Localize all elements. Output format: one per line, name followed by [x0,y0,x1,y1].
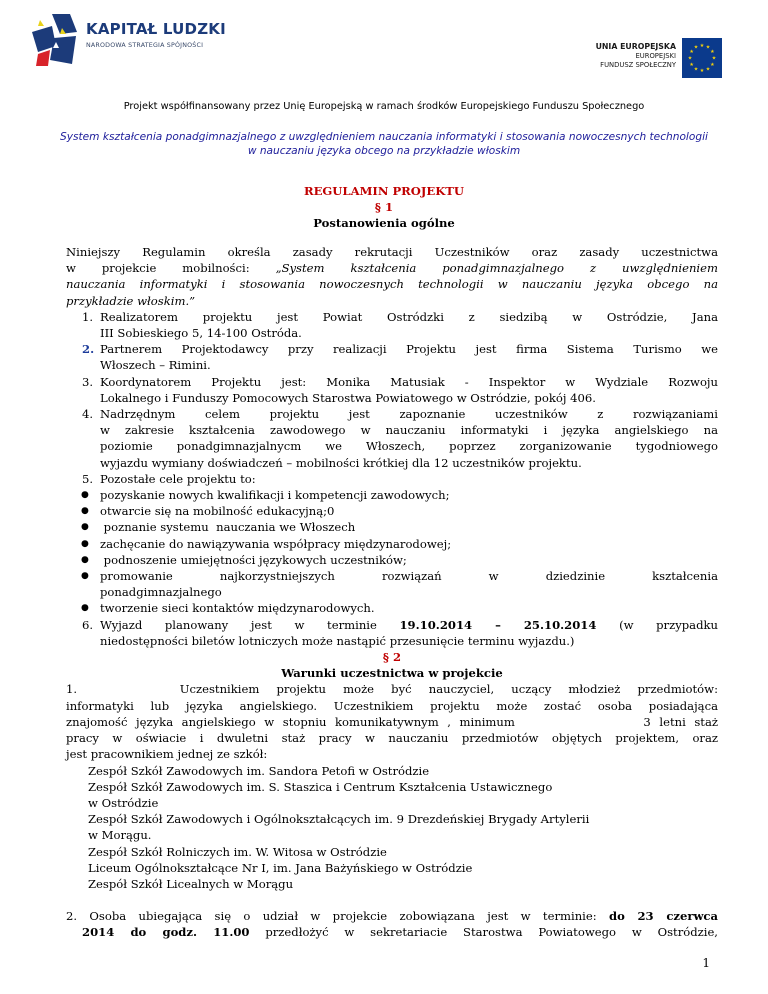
deadline-time: 2014 do godz. 11.00 [82,925,250,940]
trip-text-end: (w przypadku [596,617,719,632]
svg-text:★: ★ [710,62,715,68]
school-line: Zespół Szkół Zawodowych i Ogólnokształcących im. 9 Drezdeńskiej Brygady Artylerii [88,812,590,827]
school-line: Liceum Ogólnokształcące Nr I, im. Jana Bażyńskiego w Ostródzie [88,860,473,875]
list-item-number: 1. [82,309,94,324]
bullet-item [66,536,718,552]
svg-text:★: ★ [687,55,693,62]
trip-text: Wyjazd planowany jest w terminie [100,617,400,632]
bullet-item [66,600,718,616]
school-line: Zespół Szkół Rolniczych im. W. Witosa w Ostródzie [88,844,387,859]
list-item-number: 3. [82,374,94,389]
list-item-number: 6. [82,617,94,632]
bullet-icon: ● [81,490,89,501]
kapital-ludzki-logo [30,12,226,70]
bullet-icon: ● [81,522,89,533]
section-2-para-line: jest pracownikiem jednej ze szkół: [66,747,268,762]
list-item-line: poziomie ponadgimnazjalnycm we Włoszech, poprzez zorganizowanie tygodniowego [100,439,718,454]
kapital-ludzki-emblem-icon [30,12,80,68]
bullet-item [66,519,718,535]
deadline-text: 2. Osoba ubiegająca się o udział w projekcie zobowiązana jest w terminie: [66,909,609,924]
eu-flag-icon [682,38,722,78]
section-2-item-2-line-2 [66,924,718,940]
bullet-item [66,487,718,503]
deadline-place: przedłożyć w sekretariacie Starostwa Powiatowego w Ostródzie, [249,925,718,940]
eu-logo [584,38,724,82]
list-item-line: Pozostałe cele projektu to: [100,471,256,486]
school-line: Zespół Szkół Zawodowych im. Sandora Petofi w Ostródzie [88,763,430,778]
kapital-ludzki-subtitle: NARODOWA STRATEGIA SPÓJNOŚCI [86,42,204,49]
bullet-icon: ● [81,506,89,517]
list-item-4 [66,406,718,471]
list-item-line: niedostępności biletów lotniczych może nastąpić przesunięcie terminu wyjazdu.) [100,633,575,648]
list-item-number: 5. [82,471,94,486]
bullet-text-continuation: ponadgimnazjalnego [100,585,222,600]
list-item-6 [66,617,718,649]
bullet-text: poznanie systemu nauczania we Włoszech [100,520,356,535]
eu-logo-line3: FUNDUSZ SPOŁECZNY [600,61,676,69]
page-number: 1 [702,956,710,970]
svg-text:★: ★ [711,55,717,62]
svg-text:★: ★ [710,49,715,55]
list-item-line: III Sobieskiego 5, 14-100 Ostróda. [100,326,302,341]
bullet-item [66,568,718,600]
intro-line-2 [66,260,718,276]
section-2-para-line: 1. Uczestnikiem projektu może być nauczyciel, uczący młodzież przedmiotów: [66,682,718,697]
bullet-text: otwarcie się na mobilność edukacyjną;0 [100,504,335,519]
eu-logo-text [584,42,676,70]
bullet-icon: ● [81,554,89,565]
section-2-mark: § 2 [382,650,402,665]
section-2-item-2-line-1 [66,908,718,924]
section-1-title: Postanowienia ogólne [313,216,455,230]
deadline-date: do 23 czerwca [608,909,718,924]
school-list [66,763,718,893]
svg-text:★: ★ [689,49,694,55]
list-item-1 [66,309,718,341]
bullet-icon: ● [81,603,89,614]
intro-project-name: „System kształcenia ponadgimnazjalnego z uwzględnieniem [275,261,718,276]
svg-text:★: ★ [699,68,705,74]
list-item-line: wyjazdu wymiany doświadczeń – mobilności krótkiej dla 12 uczestników projektu. [100,455,582,470]
svg-text:★: ★ [693,44,699,51]
document-title: REGULAMIN PROJEKTU [303,184,465,198]
section-1-mark: § 1 [374,200,394,214]
svg-text:★: ★ [699,43,705,49]
intro-line-1: Niniejszy Regulamin określa zasady rekrutacji Uczestników oraz zasady uczestnictwa [66,245,718,259]
intro-line-4: przykładzie włoskim.” [66,293,196,308]
trip-dates: 19.10.2014 – 25.10.2014 [399,617,597,632]
bullet-text: podnoszenie umiejętności językowych uczestników; [100,552,407,567]
intro-line-3: nauczania informatyki i stosowania nowoczesnych technologii w nauczaniu języka obcego na [66,277,718,292]
school-line: w Ostródzie [88,795,159,810]
section-1-body [66,244,718,941]
svg-text:★: ★ [693,66,699,73]
list-item-line: Realizatorem projektu jest Powiat Ostródzki z siedzibą w Ostródzie, Jana [100,309,718,324]
bullet-icon: ● [81,571,89,582]
list-item-number: 2. [82,342,95,357]
bullet-item [66,552,718,568]
svg-text:★: ★ [705,44,711,51]
project-system-title: System kształcenia ponadgimnazjalnego z uwzględnieniem nauczania informatyki i stosowania nowoczesnych technologii w nauczaniu języka obcego na przykładzie włoskim [60,131,708,157]
school-line: Zespół Szkół Licealnych w Morągu [88,876,294,891]
eu-logo-line1: UNIA EUROPEJSKA [595,42,676,51]
eu-logo-line2: EUROPEJSKI [635,52,676,60]
list-item-line: Partnerem Projektodawcy przy realizacji Projektu jest firma Sistema Turismo we [100,342,718,357]
school-line: Zespół Szkół Zawodowych im. S. Staszica i Centrum Kształcenia Ustawicznego [88,779,553,794]
list-item-line [100,617,718,633]
section-2-title: Warunki uczestnictwa w projekcie [281,666,503,681]
bullet-text: promowanie najkorzystniejszych rozwiązań w dziedzinie kształcenia [100,569,718,584]
list-item-line: w zakresie kształcenia zawodowego w nauczaniu informatyki i języka angielskiego na [100,423,718,438]
svg-text:★: ★ [705,66,711,73]
svg-text:★: ★ [689,62,694,68]
list-item-3 [66,374,718,406]
kapital-ludzki-title: KAPITAŁ LUDZKI [86,20,226,38]
bullet-icon: ● [81,538,89,549]
intro-line-2-start: w projekcie mobilności: [66,261,276,276]
cofunding-note: Projekt współfinansowany przez Unię Europejską w ramach środków Europejskiego Funduszu Społecznego [123,101,645,112]
bullet-item [66,503,718,519]
list-item-line: Nadrzędnym celem projektu jest zapoznanie uczestników z rozwiązaniami [100,407,718,422]
school-line: w Morągu. [88,828,152,843]
bullet-text: pozyskanie nowych kwalifikacji i kompetencji zawodowych; [100,488,450,503]
list-item-2 [66,341,718,373]
section-2-para-line: znajomość języka angielskiego w stopniu komunikatywnym , minimum 3 letni staż [66,714,718,729]
list-item-line: Koordynatorem Projektu jest: Monika Matusiak - Inspektor w Wydziale Rozwoju [100,374,718,389]
list-item-line: Włoszech – Rimini. [100,358,211,373]
bullet-text: tworzenie sieci kontaktów międzynarodowych. [100,601,375,616]
list-item-number: 4. [82,407,94,422]
list-item-5 [66,471,718,487]
section-2-para-line: informatyki lub języka angielskiego. Uczestnikiem projektu może zostać osoba posiadająca [66,698,718,713]
bullet-text: zachęcanie do nawiązywania współpracy międzynarodowej; [100,536,452,551]
list-item-line: Lokalnego i Funduszy Pomocowych Starostwa Powiatowego w Ostródzie, pokój 406. [100,390,596,405]
section-2-para-line: pracy w oświacie i dwuletni staż pracy w nauczaniu przedmiotów objętych projektem, oraz [66,731,718,746]
